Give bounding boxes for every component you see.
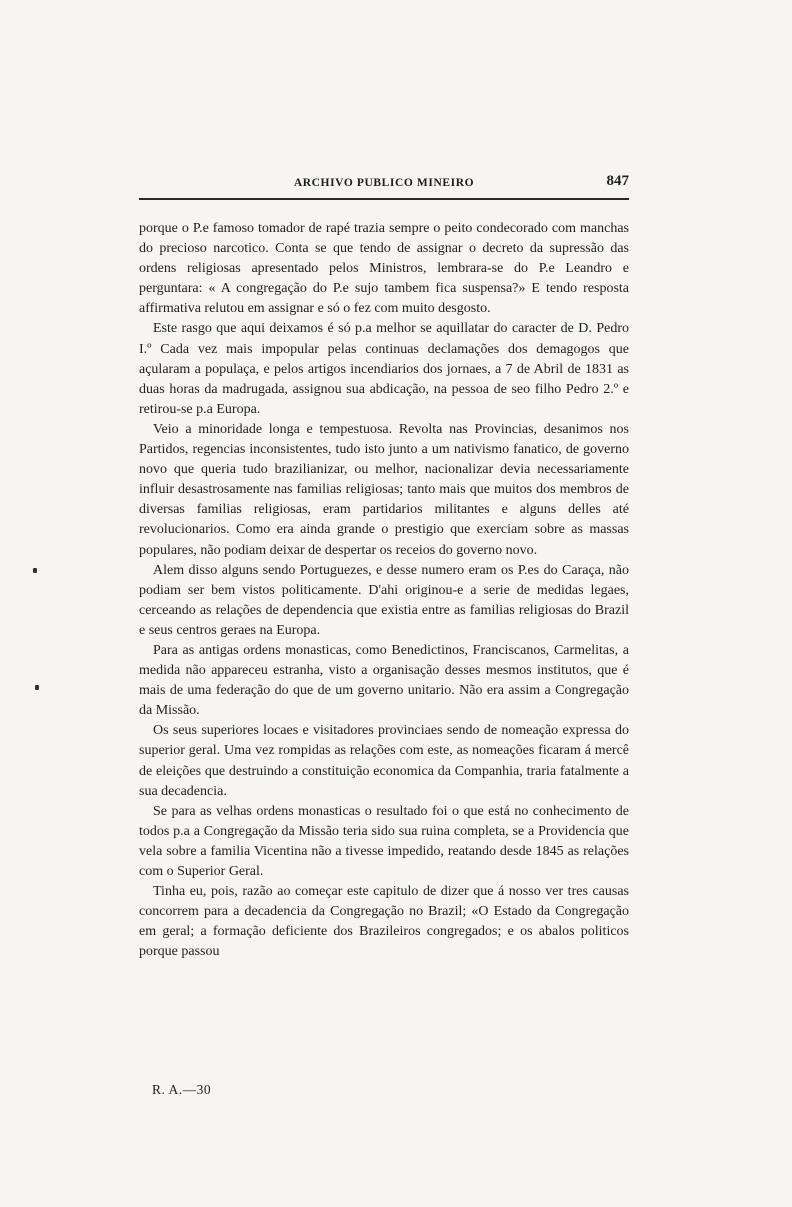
- header-title: ARCHIVO PUBLICO MINEIRO: [293, 177, 475, 189]
- paragraph: Alem disso alguns sendo Portuguezes, e desse numero eram os P.es do Caraça, não podiam ser bem vistos politicamente. D'ahi originou-e a serie de medidas legaes, cerceando as relações de dependencia que existia entre as familias religiosas do Brazil e seus centros geraes na Europa.: [139, 562, 629, 638]
- header-rule: [139, 198, 629, 200]
- body-text: [139, 219, 629, 962]
- running-header: [139, 173, 629, 195]
- margin-speck: [33, 568, 37, 573]
- signature-mark: R. A.—30: [152, 1082, 212, 1097]
- page-number: 847: [606, 173, 629, 189]
- paragraph: Os seus superiores locaes e visitadores provinciaes sendo de nomeação expressa do superior geral. Uma vez rompidas as relações com este, as nomeações ficaram á mercê de eleições que destruindo a constituição economica da Companhia, traria fatalmente a sua decadencia.: [139, 723, 629, 799]
- paragraph: porque o P.e famoso tomador de rapé trazia sempre o peito condecorado com manchas do precioso narcotico. Conta se que tendo de assignar o decreto da supressão das ordens religiosas apresentado pelos Ministros, lembrara-se do P.e Leandro e perguntara: « A congregação do P.e sujo tambem fica suspensa?» E tendo resposta affirmativa relutou em assignar e só o fez com muito desgosto.: [139, 221, 629, 317]
- paragraph: Se para as velhas ordens monasticas o resultado foi o que está no conhecimento de todos p.a a Congregação da Missão teria sido sua ruina completa, se a Providencia que vela sobre a familia Vicentina não a tivesse impedido, reatando desde 1845 as relações com o Superior Geral.: [139, 803, 629, 879]
- paragraph: Para as antigas ordens monasticas, como Benedictinos, Franciscanos, Carmelitas, a medida não appareceu estranha, visto a organisação desses mesmos institutos, que é mais de uma federação do que de um governo unitario. Não era assim a Congregação da Missão.: [139, 642, 629, 719]
- margin-speck: [35, 685, 39, 690]
- paragraph: Tinha eu, pois, razão ao começar este capitulo de dizer que á nosso ver tres causas concorrem para a decadencia da Congregação no Brazil; «O Estado da Congregação em geral; a formação deficiente dos Brazileiros congregados; e os abalos politicos porque passou: [139, 884, 629, 960]
- paragraph: Este rasgo que aqui deixamos é só p.a melhor se aquillatar do caracter de D. Pedro I.º Cada vez mais impopular pelas continuas declamações dos demagogos que açularam a populaça, e pelos artigos incendiarios dos jornaes, a 7 de Abril de 1831 as duas horas da madrugada, assignou sua abdicação, na pessoa de seo filho Pedro 2.º e retirou-se p.a Europa.: [139, 321, 629, 417]
- paragraph: Veio a minoridade longa e tempestuosa. Revolta nas Provincias, desanimos nos Partidos, regencias inconsistentes, tudo isto junto a um nativismo fanatico, de governo novo que queria tudo brazilianizar, ou melhor, nacionalizar devia necessariamente influir desastrosamente nas familias religiosas; tanto mais que muitos dos membros de diversas familias religiosas, eram partidarios militantes e alguns delles até revolucionarios. Como era ainda grande o prestigio que exerciam sobre as massas populares, não podiam deixar de despertar os receios do governo novo.: [139, 421, 629, 558]
